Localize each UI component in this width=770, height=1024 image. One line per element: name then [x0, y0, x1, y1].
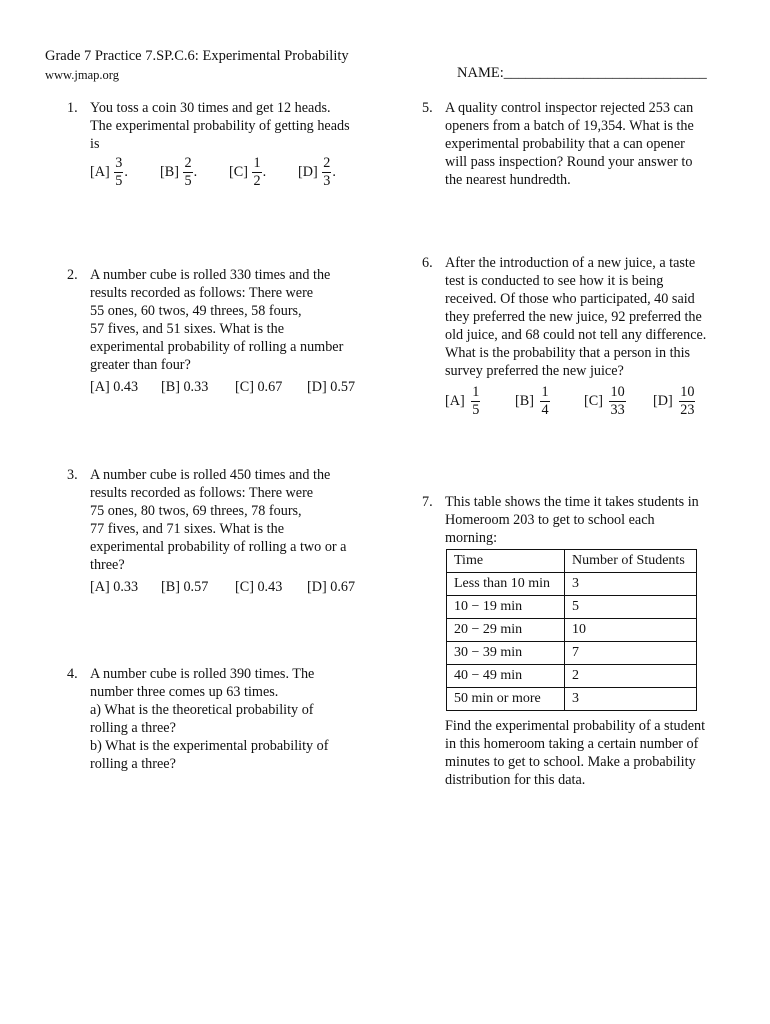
table-row: [447, 688, 697, 711]
question-text-line: minutes to get to school. Make a probability: [445, 754, 696, 770]
question-text-line: The experimental probability of getting heads: [90, 118, 350, 134]
numerator: 3: [115, 155, 123, 171]
question-text-line: A number cube is rolled 330 times and the: [90, 267, 331, 283]
question-text-line: rolling a three?: [90, 756, 176, 772]
question-6: [422, 254, 752, 434]
question-number: 6.: [422, 255, 433, 271]
question-text-line: test is conducted to see how it is being: [445, 273, 664, 289]
option-d: [D] 0.67: [307, 579, 356, 595]
question-1: [67, 99, 387, 209]
question-text-line: What is the probability that a person in this: [445, 345, 691, 361]
question-text-line: a) What is the theoretical probability of: [90, 702, 314, 718]
question-text-line: A number cube is rolled 450 times and the: [90, 467, 331, 483]
option-a: [A] $\frac{1}{5}$: [445, 384, 480, 418]
question-number: 2.: [67, 267, 78, 283]
option-a: [A] $\frac{3}{5}$ .: [90, 155, 128, 189]
option-d: [D] $\frac{10}{23}$: [653, 384, 695, 418]
table-cell: 7: [565, 642, 697, 665]
question-7: [422, 493, 752, 553]
option-b: [B] 0.57: [161, 579, 209, 595]
question-text-line: Find the experimental probability of a student: [445, 718, 706, 734]
question-text-line: This table shows the time it takes students in: [445, 494, 699, 510]
site-url: www.jmap.org: [45, 68, 119, 82]
table-row: [447, 573, 697, 596]
question-number: 5.: [422, 100, 433, 116]
question-text-line: they preferred the new juice, 92 preferred the: [445, 309, 702, 325]
question-text-line: 75 ones, 80 twos, 69 threes, 78 fours,: [90, 503, 302, 519]
page-title: Grade 7 Practice 7.SP.C.6: Experimental Probability: [45, 48, 349, 64]
question-text-line: experimental probability that a can opener: [445, 136, 685, 152]
table-row: [447, 665, 697, 688]
table-cell: 10 − 19 min: [447, 596, 565, 619]
question-5: [422, 99, 752, 194]
question-text-line: 55 ones, 60 twos, 49 threes, 58 fours,: [90, 303, 302, 319]
numerator: 2: [184, 155, 192, 171]
table-cell: 5: [565, 596, 697, 619]
denominator: 5: [184, 173, 192, 189]
question-text-line: experimental probability of rolling a number: [90, 339, 344, 355]
table-cell: 3: [565, 573, 697, 596]
option-d: [D] 0.57: [307, 379, 356, 395]
option-a: [A] 0.43: [90, 379, 139, 395]
table-cell: 10: [565, 619, 697, 642]
question-text-line: You toss a coin 30 times and get 12 heads.: [90, 100, 331, 116]
question-text-line: 77 fives, and 71 sixes. What is the: [90, 521, 284, 537]
option-b: [B] $\frac{1}{4}$: [515, 384, 549, 418]
question-text-line: b) What is the experimental probability of: [90, 738, 329, 754]
option-b: [B] 0.33: [161, 379, 209, 395]
table-row: [447, 642, 697, 665]
question-text-line: number three comes up 63 times.: [90, 684, 279, 700]
numerator: 10: [680, 384, 695, 400]
question-text-line: in this homeroom taking a certain number of: [445, 736, 699, 752]
question-text-line: survey preferred the new juice?: [445, 363, 624, 379]
question-text-line: 57 fives, and 51 sixes. What is the: [90, 321, 284, 337]
question-text-line: will pass inspection? Round your answer to: [445, 154, 693, 170]
option-c: [C] 0.67: [235, 379, 283, 395]
question-text-line: received. Of those who participated, 40 said: [445, 291, 695, 307]
table-cell: 30 − 39 min: [447, 642, 565, 665]
question-text-line: Homeroom 203 to get to school each: [445, 512, 655, 528]
time-table: [446, 549, 697, 711]
table-cell: 50 min or more: [447, 688, 565, 711]
table-header-row: [447, 550, 697, 573]
question-7-followup: [445, 717, 750, 797]
question-text-line: old juice, and 68 could not tell any difference.: [445, 327, 707, 343]
numerator: 2: [323, 155, 331, 171]
numerator: 1: [472, 384, 480, 400]
question-text-line: openers from a batch of 19,354. What is the: [445, 118, 694, 134]
question-text-line: After the introduction of a new juice, a taste: [445, 255, 696, 271]
numerator: 10: [610, 384, 625, 400]
numerator: 1: [253, 155, 261, 171]
table-cell: 40 − 49 min: [447, 665, 565, 688]
option-c: [C] $\frac{10}{33}$: [584, 384, 625, 418]
question-2: [67, 266, 387, 406]
option-c: [C] $\frac{1}{2}$ .: [229, 155, 267, 189]
question-4: [67, 665, 387, 775]
name-field: NAME:____________________________: [457, 65, 707, 81]
table-header-cell: Number of Students: [565, 550, 697, 573]
question-text-line: morning:: [445, 530, 498, 546]
option-c: [C] 0.43: [235, 579, 283, 595]
question-number: 7.: [422, 494, 433, 510]
question-text-line: three?: [90, 557, 125, 573]
question-text-line: A quality control inspector rejected 253 can: [445, 100, 694, 116]
option-a: [A] 0.33: [90, 579, 139, 595]
table-header-cell: Time: [447, 550, 565, 573]
question-text-line: is: [90, 136, 100, 152]
question-text-line: greater than four?: [90, 357, 191, 373]
denominator: 5: [472, 402, 480, 418]
table-cell: 3: [565, 688, 697, 711]
option-d: [D] $\frac{2}{3}$ .: [298, 155, 336, 189]
question-text-line: experimental probability of rolling a two or a: [90, 539, 347, 555]
denominator: 23: [680, 402, 695, 418]
question-number: 3.: [67, 467, 78, 483]
denominator: 2: [253, 173, 261, 189]
table-row: [447, 619, 697, 642]
denominator: 3: [323, 173, 331, 189]
question-number: 4.: [67, 666, 78, 682]
question-text-line: the nearest hundredth.: [445, 172, 571, 188]
question-text-line: distribution for this data.: [445, 772, 586, 788]
question-number: 1.: [67, 100, 78, 116]
table-row: [447, 596, 697, 619]
question-text-line: rolling a three?: [90, 720, 176, 736]
table-cell: 20 − 29 min: [447, 619, 565, 642]
denominator: 4: [541, 402, 549, 418]
denominator: 5: [115, 173, 123, 189]
table-cell: Less than 10 min: [447, 573, 565, 596]
question-text-line: results recorded as follows: There were: [90, 485, 314, 501]
question-text-line: results recorded as follows: There were: [90, 285, 314, 301]
table-cell: 2: [565, 665, 697, 688]
question-3: [67, 466, 387, 606]
denominator: 33: [610, 402, 625, 418]
option-b: [B] $\frac{2}{5}$ .: [160, 155, 198, 189]
numerator: 1: [541, 384, 549, 400]
question-text-line: A number cube is rolled 390 times. The: [90, 666, 315, 682]
